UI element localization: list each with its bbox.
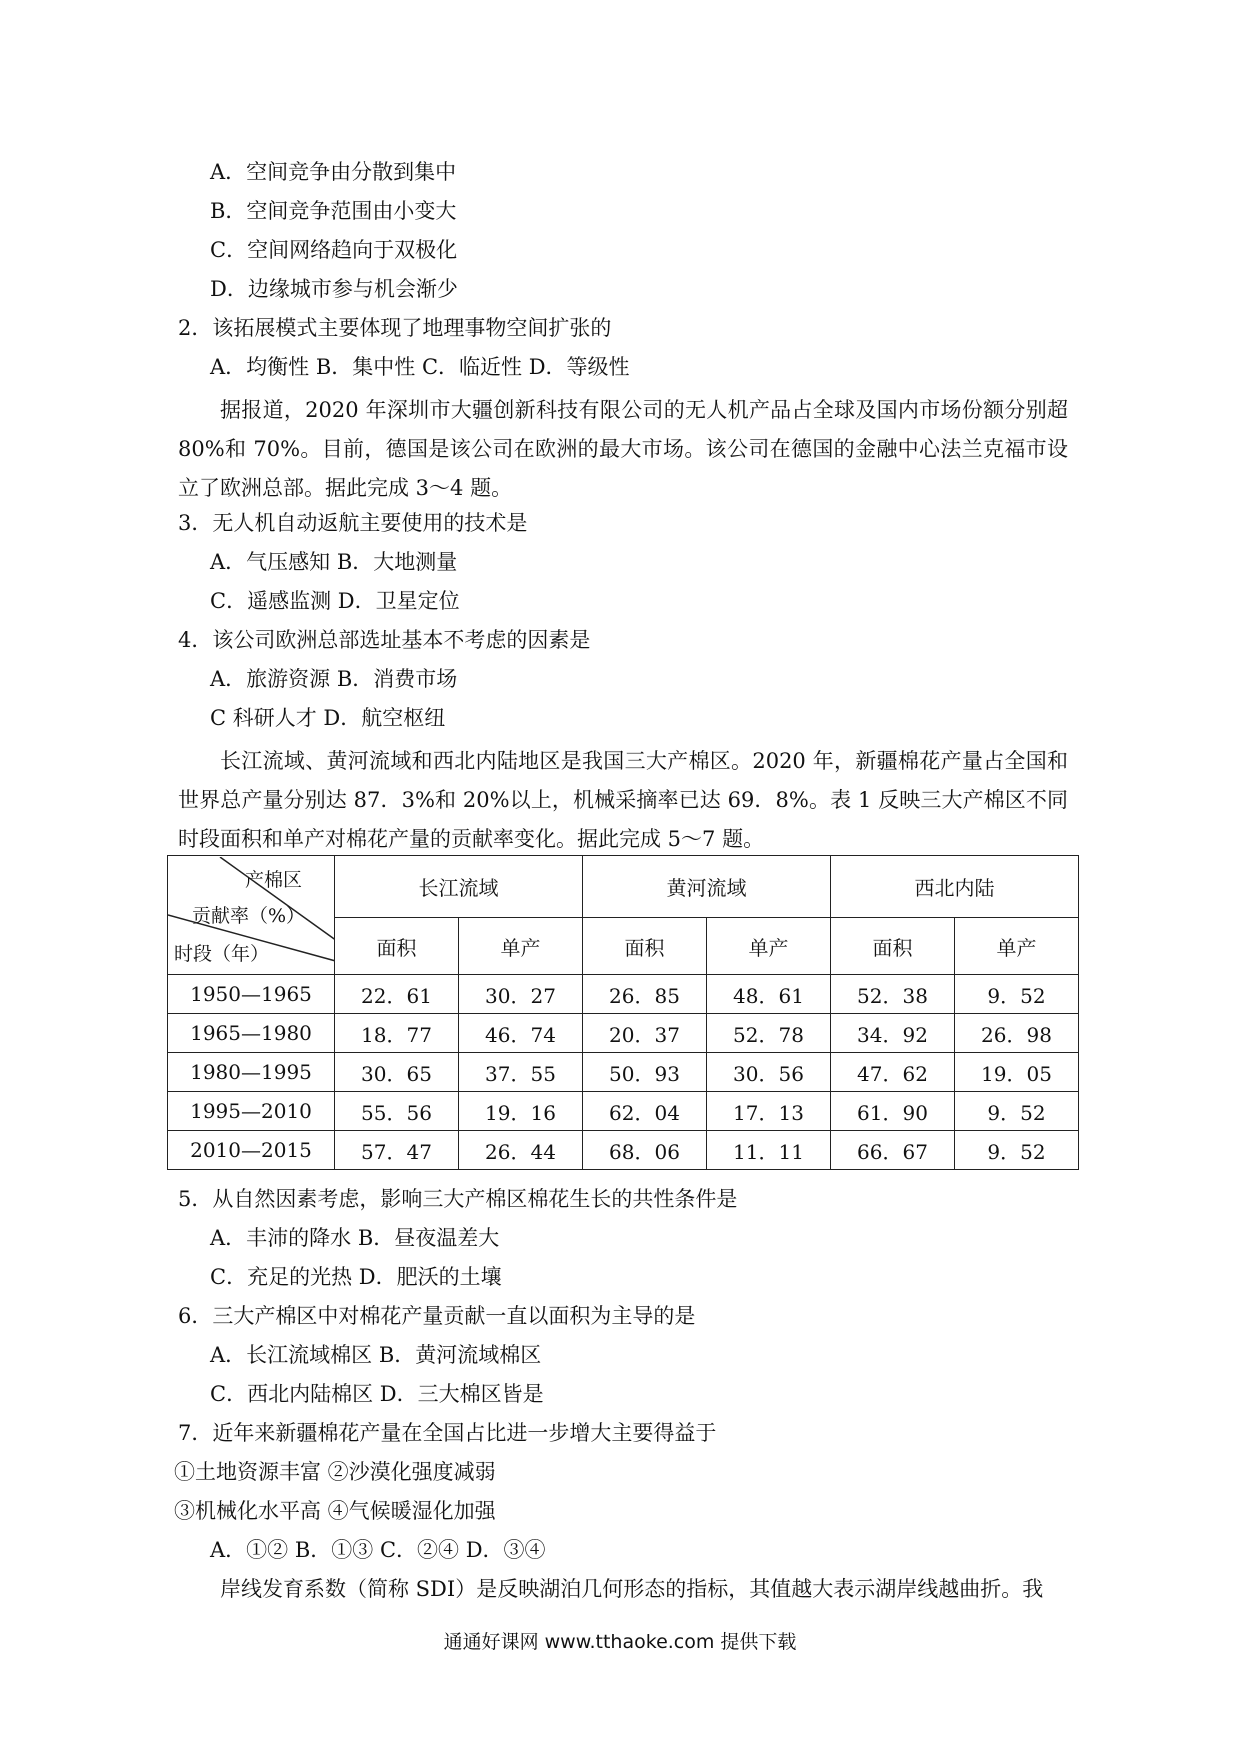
q3-options-cd: C．遥感监测 D．卫星定位 [210,589,460,613]
value-cell: 52．78 [707,1014,831,1053]
corner-label-period: 时段（年） [174,942,270,965]
q3-options-ab: A．气压感知 B．大地测量 [210,550,458,574]
header-area: 面积 [831,918,955,975]
q2-options: A．均衡性 B．集中性 C．临近性 D．等级性 [210,355,630,379]
value-cell: 19．05 [955,1053,1079,1092]
header-yield: 单产 [707,918,831,975]
value-cell: 48．61 [707,975,831,1014]
value-cell: 22．61 [335,975,459,1014]
value-cell: 26．44 [459,1131,583,1170]
table-row [168,1092,1079,1131]
value-cell: 66．67 [831,1131,955,1170]
header-region-northwest: 西北内陆 [831,856,1079,918]
header-area: 面积 [335,918,459,975]
passage-3: 岸线发育系数（简称 SDI）是反映湖泊几何形态的指标，其值越大表示湖岸线越曲折。我 [220,1577,1044,1601]
table-row [168,975,1079,1014]
value-cell: 18．77 [335,1014,459,1053]
table-row [168,1014,1079,1053]
period-cell: 1980—1995 [168,1053,335,1092]
value-cell: 34．92 [831,1014,955,1053]
corner-label-region: 产棉区 [244,868,302,891]
value-cell: 30．65 [335,1053,459,1092]
question-6: 6．三大产棉区中对棉花产量贡献一直以面积为主导的是 [178,1304,696,1328]
q5-options-cd: C．充足的光热 D．肥沃的土壤 [210,1265,502,1289]
q1-option-c: C．空间网络趋向于双极化 [210,238,458,262]
header-region-yangtze: 长江流域 [335,856,583,918]
corner-label-rate: 贡献率（%） [192,904,306,927]
q6-options-cd: C．西北内陆棉区 D．三大棉区皆是 [210,1382,544,1406]
table-corner-cell [168,856,335,975]
period-cell: 1995—2010 [168,1092,335,1131]
q6-options-ab: A．长江流域棉区 B．黄河流域棉区 [210,1343,542,1367]
value-cell: 37．55 [459,1053,583,1092]
question-2: 2．该拓展模式主要体现了地理事物空间扩张的 [178,316,612,340]
q7-options: A．①② B．①③ C．②④ D．③④ [210,1538,546,1562]
value-cell: 11．11 [707,1131,831,1170]
value-cell: 68．06 [583,1131,707,1170]
value-cell: 50．93 [583,1053,707,1092]
value-cell: 30．56 [707,1053,831,1092]
question-3: 3．无人机自动返航主要使用的技术是 [178,511,528,535]
table-row [168,1131,1079,1170]
table-row [168,1053,1079,1092]
passage-1: 据报道，2020 年深圳市大疆创新科技有限公司的无人机产品占全球及国内市场份额分别超 80%和 70%。目前，德国是该公司在欧洲的最大市场。该公司在德国的金融中心法兰克福市设立了欧洲总部。据此完成 3～4 题。 [178,398,1068,500]
period-cell: 1965—1980 [168,1014,335,1053]
header-yield: 单产 [955,918,1079,975]
value-cell: 46．74 [459,1014,583,1053]
question-5: 5．从自然因素考虑，影响三大产棉区棉花生长的共性条件是 [178,1187,738,1211]
value-cell: 47．62 [831,1053,955,1092]
value-cell: 26．85 [583,975,707,1014]
value-cell: 9．52 [955,1092,1079,1131]
value-cell: 30．27 [459,975,583,1014]
value-cell: 9．52 [955,1131,1079,1170]
value-cell: 57．47 [335,1131,459,1170]
value-cell: 55．56 [335,1092,459,1131]
q7-statements-34: ③机械化水平高 ④气候暖湿化加强 [174,1499,496,1523]
value-cell: 17．13 [707,1092,831,1131]
question-4: 4．该公司欧洲总部选址基本不考虑的因素是 [178,628,591,652]
q5-options-ab: A．丰沛的降水 B．昼夜温差大 [210,1226,500,1250]
header-yield: 单产 [459,918,583,975]
question-7: 7．近年来新疆棉花产量在全国占比进一步增大主要得益于 [178,1421,717,1445]
q1-option-a: A．空间竞争由分散到集中 [210,160,457,184]
q4-options-ab: A．旅游资源 B．消费市场 [210,667,458,691]
value-cell: 20．37 [583,1014,707,1053]
cotton-contribution-table [167,855,1079,1170]
header-area: 面积 [583,918,707,975]
value-cell: 9．52 [955,975,1079,1014]
q4-options-cd: C 科研人才 D．航空枢纽 [210,706,446,730]
period-cell: 1950—1965 [168,975,335,1014]
value-cell: 61．90 [831,1092,955,1131]
q1-option-d: D．边缘城市参与机会渐少 [210,277,458,301]
q1-option-b: B．空间竞争范围由小变大 [210,199,457,223]
value-cell: 62．04 [583,1092,707,1131]
value-cell: 26．98 [955,1014,1079,1053]
period-cell: 2010—2015 [168,1131,335,1170]
value-cell: 19．16 [459,1092,583,1131]
passage-2: 长江流域、黄河流域和西北内陆地区是我国三大产棉区。2020 年，新疆棉花产量占全国和世界总产量分别达 87．3%和 20%以上，机械采摘率已达 69．8%。表 1 反映三大产棉区不同时段面积和单产对棉花产量的贡献率变化。据此完成 5～7 题。 [178,749,1068,851]
page-footer: 通通好课网 www.tthaoke.com 提供下载 [443,1631,797,1653]
header-region-yellow: 黄河流域 [583,856,831,918]
value-cell: 52．38 [831,975,955,1014]
q7-statements-12: ①土地资源丰富 ②沙漠化强度减弱 [174,1460,496,1484]
